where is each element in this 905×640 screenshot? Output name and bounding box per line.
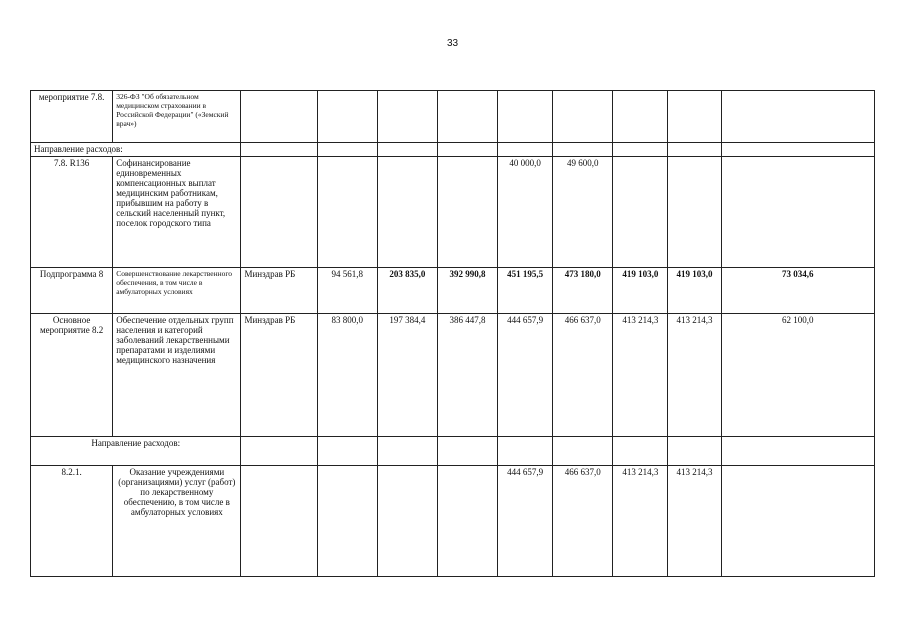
cell-value: 62 100,0 <box>721 314 874 437</box>
cell-value: 444 657,9 <box>498 466 553 577</box>
cell-value: 419 103,0 <box>613 268 668 314</box>
cell-value: 83 800,0 <box>317 314 377 437</box>
cell-agency: Минздрав РБ <box>241 268 317 314</box>
budget-table <box>30 90 875 577</box>
cell-value: 49 600,0 <box>553 157 613 268</box>
table-row <box>31 466 875 577</box>
cell-code: 7.8. R136 <box>31 157 113 268</box>
table-row <box>31 268 875 314</box>
cell-section-label: Направление расходов: <box>31 143 241 157</box>
cell-title: Оказание учреждениями (организациями) услуг (работ) по лекарственному обеспечению, в том числе в амбулаторных условиях <box>113 466 241 577</box>
cell-value: 413 214,3 <box>613 314 668 437</box>
cell-code: Подпрограмма 8 <box>31 268 113 314</box>
cell-value: 386 447,8 <box>437 314 497 437</box>
cell-value: 413 214,3 <box>668 466 721 577</box>
cell-title: Софинансирование единовременных компенсационных выплат медицинским работникам, прибывшим на работу в сельский населенный пункт, поселок городского типа <box>113 157 241 268</box>
table-row <box>31 91 875 143</box>
cell-code: 8.2.1. <box>31 466 113 577</box>
cell-value: 419 103,0 <box>668 268 721 314</box>
cell-value: 203 835,0 <box>377 268 437 314</box>
cell-value: 73 034,6 <box>721 268 874 314</box>
cell-code: Основное мероприятие 8.2 <box>31 314 113 437</box>
cell-code: мероприятие 7.8. <box>31 91 113 143</box>
cell-value: 466 637,0 <box>553 466 613 577</box>
table-row <box>31 143 875 157</box>
cell-value: 40 000,0 <box>498 157 553 268</box>
cell-value: 466 637,0 <box>553 314 613 437</box>
cell-value: 451 195,5 <box>498 268 553 314</box>
table-row <box>31 314 875 437</box>
cell-value: 444 657,9 <box>498 314 553 437</box>
cell-value: 392 990,8 <box>437 268 497 314</box>
cell-title: 326-ФЗ "Об обязательном медицинском страховании в Российской Федерации" («Земский врач») <box>113 91 241 143</box>
cell-value: 413 214,3 <box>613 466 668 577</box>
cell-value: 473 180,0 <box>553 268 613 314</box>
page-number: 33 <box>446 38 459 49</box>
cell-value: 413 214,3 <box>668 314 721 437</box>
cell-agency: Минздрав РБ <box>241 314 317 437</box>
cell-value: 197 384,4 <box>377 314 437 437</box>
cell-title: Обеспечение отдельных групп населения и категорий заболеваний лекарственными препаратами и изделиями медицинского назначения <box>113 314 241 437</box>
table-row <box>31 157 875 268</box>
cell-title: Совершенствование лекарственного обеспечения, в том числе в амбулаторных условиях <box>113 268 241 314</box>
cell-value: 94 561,8 <box>317 268 377 314</box>
cell-section-label: Направление расходов: <box>31 437 241 466</box>
table-row <box>31 437 875 466</box>
